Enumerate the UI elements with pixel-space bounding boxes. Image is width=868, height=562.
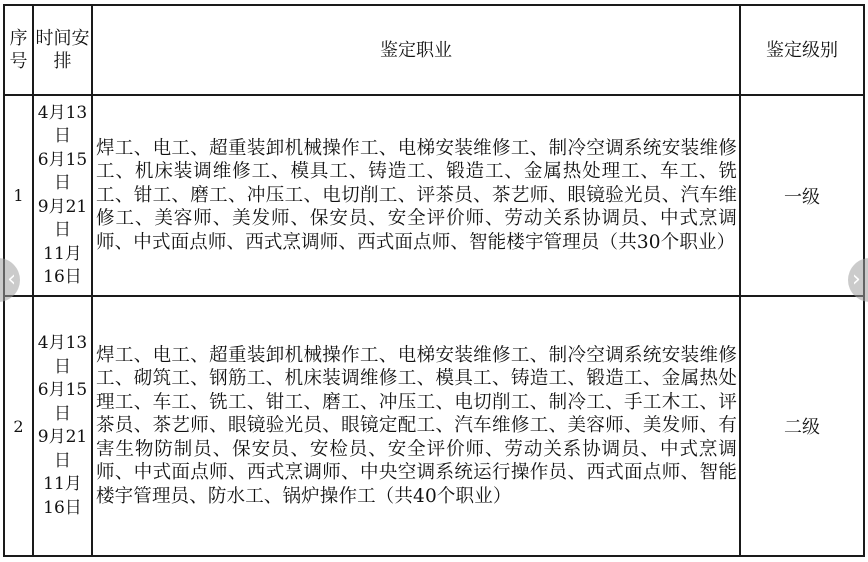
row-level: 二级 — [740, 296, 864, 556]
row-dates — [33, 296, 92, 556]
date-item: 9月21日 — [37, 427, 88, 471]
table-row — [4, 296, 864, 556]
row-level: 一级 — [740, 95, 864, 296]
date-item: 11月16日 — [43, 243, 82, 287]
row-occupations: 焊工、电工、超重装卸机械操作工、电梯安装维修工、制冷空调系统安装维修工、机床装调维修工、模具工、铸造工、锻造工、金属热处理工、车工、铣工、钳工、磨工、冲压工、电切削工、评茶员、茶艺师、眼镜验光员、汽车维修工、美容师、美发师、保安员、安全评价师、劳动关系协调员、中式烹调师、中式面点师、西式烹调师、西式面点师、智能楼宇管理员（共30个职业） — [92, 95, 740, 296]
header-level: 鉴定级别 — [740, 5, 864, 95]
table-row — [4, 95, 864, 296]
date-item: 6月15日 — [37, 149, 88, 193]
table-header-row — [4, 5, 864, 95]
chevron-right-icon: › — [852, 267, 861, 292]
date-item: 4月13日 — [37, 333, 88, 377]
header-time: 时间安排 — [33, 5, 92, 95]
date-item: 6月15日 — [37, 380, 88, 424]
header-index: 序号 — [4, 5, 33, 95]
date-item: 9月21日 — [37, 196, 88, 240]
date-item: 11月16日 — [43, 474, 82, 518]
chevron-left-icon: ‹ — [7, 267, 16, 292]
header-occupation: 鉴定职业 — [92, 5, 740, 95]
row-index: 1 — [4, 95, 33, 296]
row-dates — [33, 95, 92, 296]
date-item: 4月13日 — [37, 102, 88, 146]
row-index: 2 — [4, 296, 33, 556]
appraisal-schedule-table — [3, 4, 865, 557]
row-occupations: 焊工、电工、超重装卸机械操作工、电梯安装维修工、制冷空调系统安装维修工、砌筑工、钢筋工、机床装调维修工、模具工、铸造工、锻造工、金属热处理工、车工、铣工、钳工、磨工、冲压工、电切削工、制冷工、手工木工、评茶员、茶艺师、眼镜验光员、眼镜定配工、汽车维修工、美容师、美发师、有害生物防制员、保安员、安检员、安全评价师、劳动关系协调员、中式烹调师、中式面点师、西式烹调师、中央空调系统运行操作员、西式面点师、智能楼宇管理员、防水工、锅炉操作工（共40个职业） — [92, 296, 740, 556]
